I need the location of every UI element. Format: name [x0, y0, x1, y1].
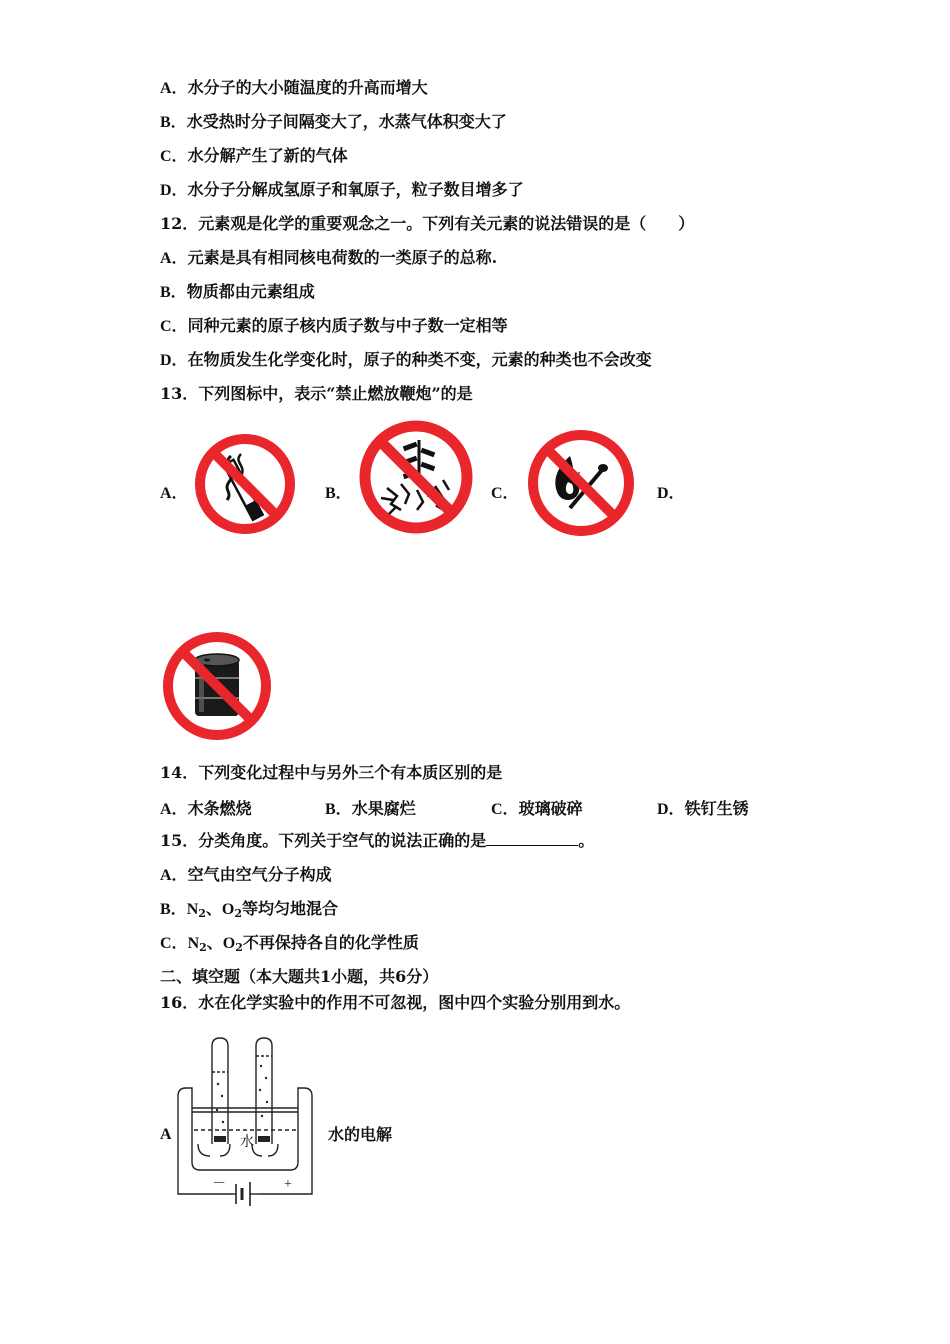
q12-option-b: B．物质都由元素组成	[160, 282, 315, 301]
q15-option-c: C．$N_2$、$O_2$不再保持各自的化学性质	[160, 933, 419, 954]
q11-option-b: B．水受热时分子间隔变大了，水蒸气体积变大了	[160, 112, 507, 131]
no-firecrackers-icon	[357, 418, 475, 536]
q14-option-a: A．木条燃烧	[160, 799, 252, 818]
water-label: 水	[240, 1135, 254, 1150]
q14-option-b: B．水果腐烂	[325, 799, 416, 818]
minus-sign: －	[212, 1177, 226, 1192]
q11-option-a: A．水分子的大小随温度的升高而增大	[160, 78, 428, 97]
q12-option-a: A．元素是具有相同核电荷数的一类原子的总称.	[160, 248, 498, 267]
q13-stem: 13．下列图标中，表示“禁止燃放鞭炮”的是	[160, 384, 473, 403]
no-oil-drum-icon	[161, 630, 273, 742]
q15-option-a: A．空气由空气分子构成	[160, 865, 332, 884]
experiment-a-caption: 水的电解	[328, 1125, 393, 1144]
q12-option-c: C．同种元素的原子核内质子数与中子数一定相等	[160, 316, 508, 335]
no-smoking-icon	[193, 432, 297, 536]
answer-blank	[486, 831, 578, 846]
experiment-a-label: A	[160, 1126, 172, 1143]
q12-option-d: D．在物质发生化学变化时，原子的种类不变，元素的种类也不会改变	[160, 350, 652, 369]
q14-stem: 14．下列变化过程中与另外三个有本质区别的是	[160, 763, 503, 782]
q14-option-c: C．玻璃破碎	[491, 799, 583, 818]
q11-option-d: D．水分子分解成氢原子和氧原子，粒子数目增多了	[160, 180, 524, 199]
q15-stem: 15．分类角度。下列关于空气的说法正确的是 。	[160, 831, 595, 850]
q13-label-d: D．	[657, 485, 685, 502]
section-heading: 二、填空题（本大题共1小题，共6分）	[160, 967, 439, 986]
q14-option-d: D．铁钉生锈	[657, 799, 749, 818]
q16-stem: 16．水在化学实验中的作用不可忽视，图中四个实验分别用到水。	[160, 993, 631, 1012]
q11-option-c: C．水分解产生了新的气体	[160, 146, 348, 165]
plus-sign: +	[284, 1177, 292, 1192]
q12-stem: 12．元素观是化学的重要观念之一。下列有关元素的说法错误的是（ ）	[160, 214, 695, 233]
q15-option-b: B．$N_2$、$O_2$等均匀地混合	[160, 899, 339, 920]
q13-label-b: B．	[325, 485, 352, 502]
no-open-flame-icon	[526, 428, 636, 538]
q13-label-c: C．	[491, 485, 519, 502]
electrolysis-apparatus-diagram	[170, 1032, 320, 1217]
q13-label-a: A．	[160, 485, 188, 502]
